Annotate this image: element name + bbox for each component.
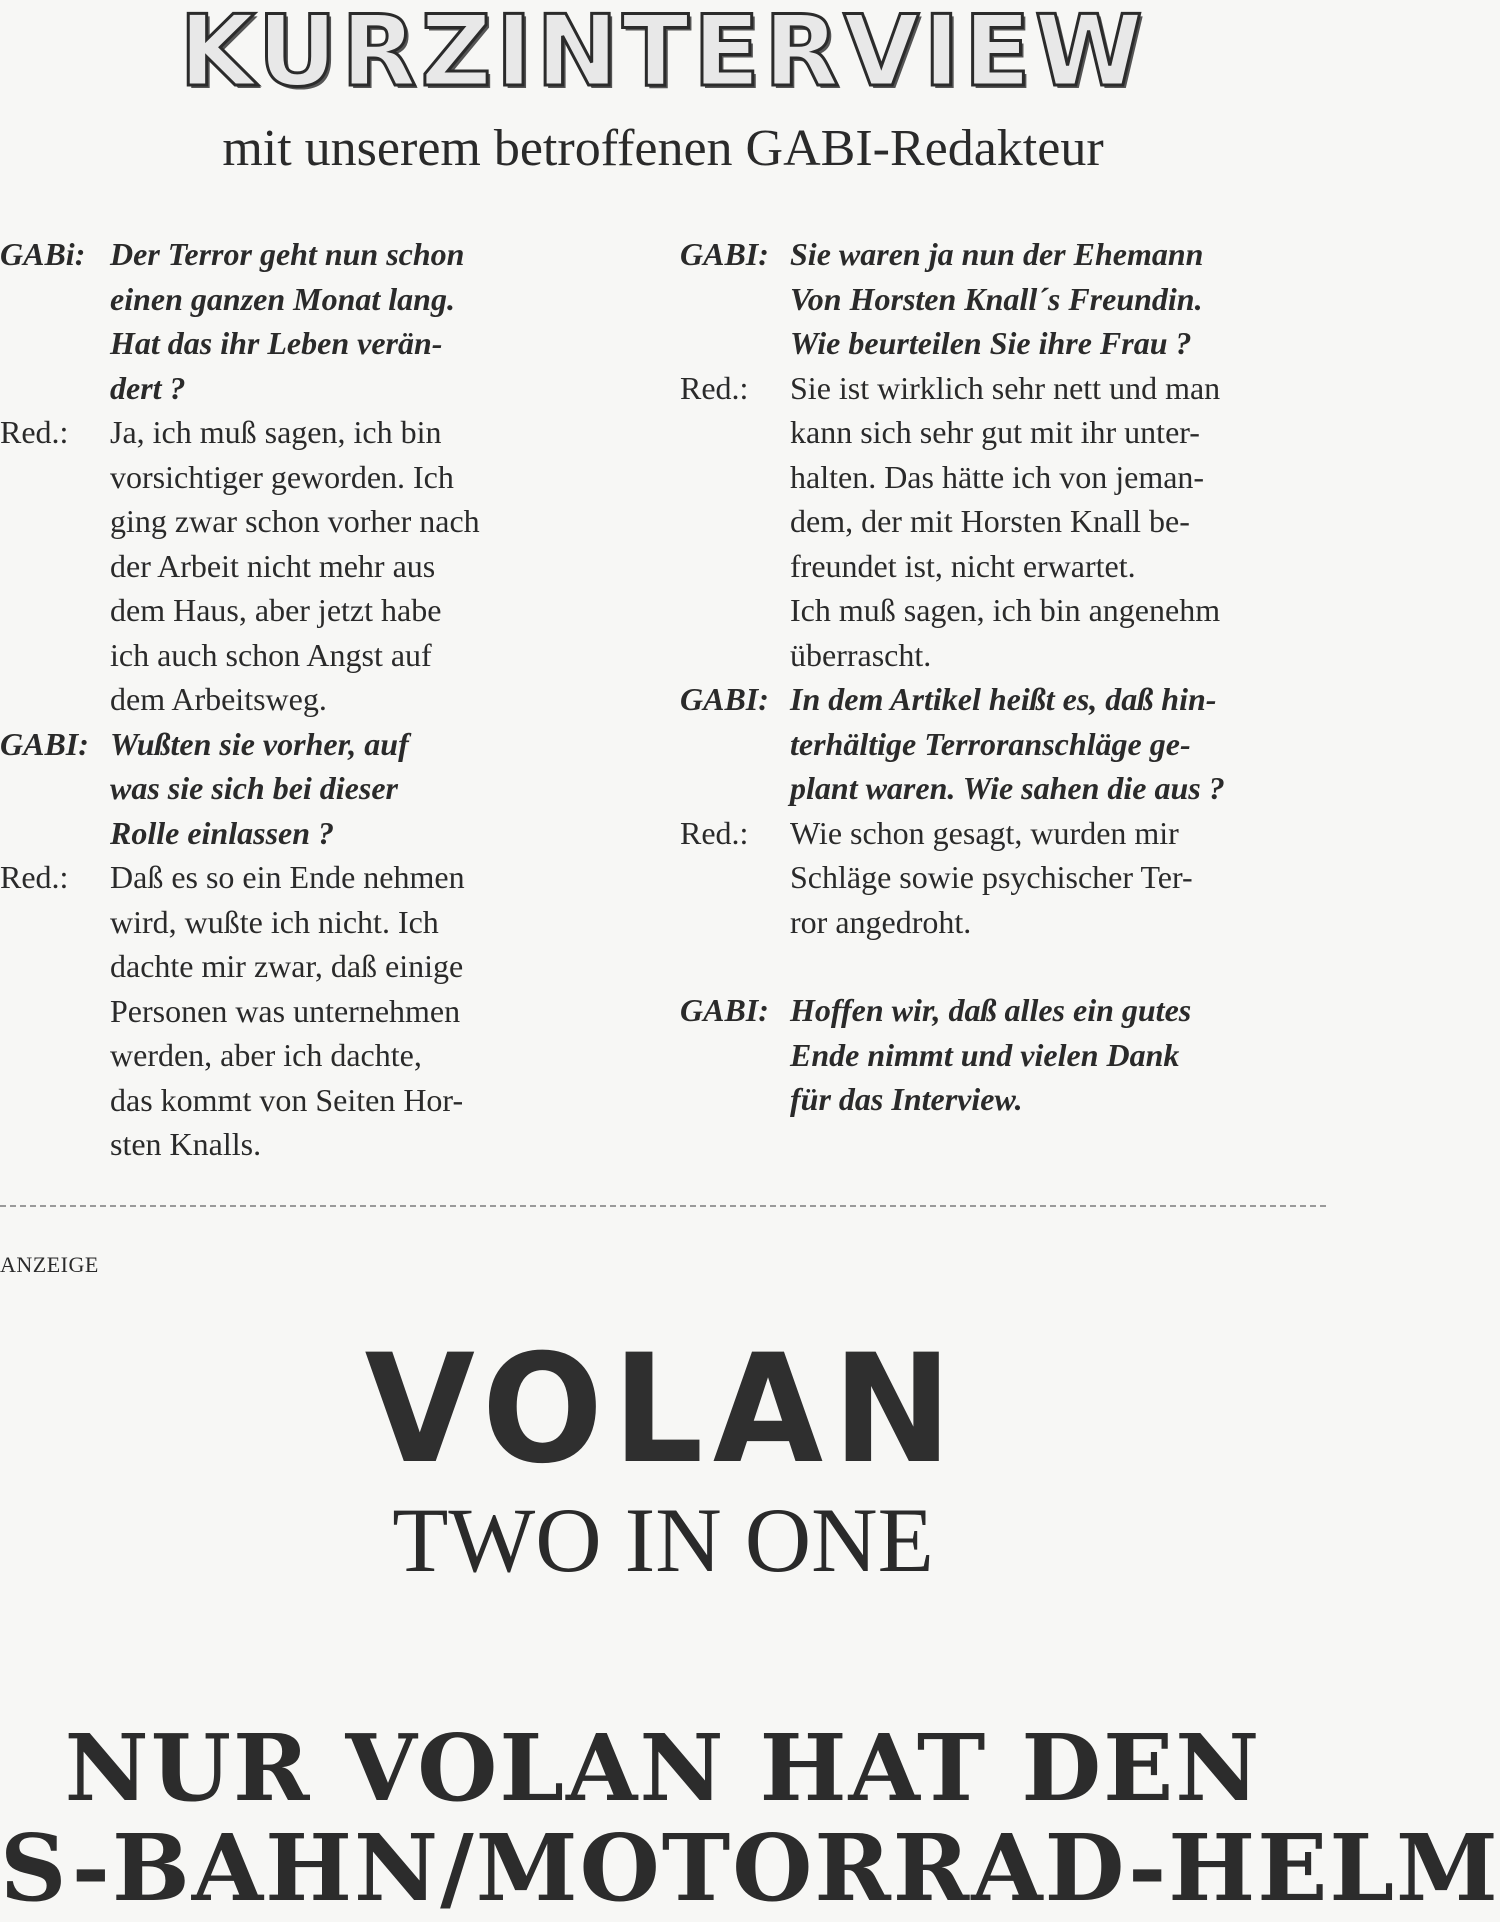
text-line: Sie waren ja nun der Ehemann xyxy=(790,236,1204,272)
text-line: was sie sich bei dieser xyxy=(110,770,398,806)
interview-question xyxy=(0,232,560,410)
interview-left-column xyxy=(0,232,560,1167)
text-line: freundet ist, nicht erwartet. xyxy=(790,547,1136,584)
text-line: vorsichtiger geworden. Ich xyxy=(110,458,454,495)
question-text xyxy=(790,232,1320,366)
speaker-label: Red.: xyxy=(0,414,69,450)
question-text xyxy=(110,232,560,410)
answer-text xyxy=(110,410,560,722)
speaker-label: GABI: xyxy=(680,236,769,272)
text-line: das kommt von Seiten Hor- xyxy=(110,1081,464,1118)
text-line: dem, der mit Horsten Knall be- xyxy=(790,503,1190,539)
text-line: ror angedroht. xyxy=(790,903,972,940)
interview-question xyxy=(680,677,1320,811)
interview-answer xyxy=(680,366,1320,678)
text-line: Daß es so ein Ende nehmen xyxy=(110,859,465,895)
text-line: dem Arbeitsweg. xyxy=(110,681,327,717)
page-title: KURZINTERVIEW xyxy=(179,0,1147,109)
text-line: sten Knalls. xyxy=(110,1126,262,1162)
text-line: Wie schon gesagt, wurden mir xyxy=(790,814,1179,851)
text-line: In dem Artikel heißt es, daß hin- xyxy=(790,681,1217,717)
speaker-label: Red.: xyxy=(680,369,749,406)
question-text xyxy=(790,988,1320,1122)
speaker-label: GABI: xyxy=(680,681,769,717)
text-line: Hat das ihr Leben verän- xyxy=(110,325,443,361)
ad-tagline: TWO IN ONE xyxy=(392,1489,934,1591)
interview-answer xyxy=(680,811,1320,945)
interview-question xyxy=(0,722,560,856)
text-line: Wußten sie vorher, auf xyxy=(110,725,409,762)
text-line: terhältige Terroranschläge ge- xyxy=(790,725,1191,762)
text-line: für das Interview. xyxy=(790,1081,1023,1117)
ad-brand-logo: VOLAN xyxy=(364,1323,962,1497)
speaker-label: Red.: xyxy=(680,814,749,851)
text-line: dachte mir zwar, daß einige xyxy=(110,948,464,984)
text-line: ging zwar schon vorher nach xyxy=(110,503,480,539)
spacer xyxy=(680,944,1320,988)
interview-question xyxy=(680,988,1320,1122)
text-line: der Arbeit nicht mehr aus xyxy=(110,547,436,584)
text-line: Wie beurteilen Sie ihre Frau ? xyxy=(790,325,1192,361)
text-line: Ende nimmt und vielen Dank xyxy=(790,1036,1180,1073)
text-line: Hoffen wir, daß alles ein gutes xyxy=(790,992,1192,1028)
text-line: kann sich sehr gut mit ihr unter- xyxy=(790,414,1200,450)
text-line: Von Horsten Knall´s Freundin. xyxy=(790,280,1203,317)
page-subtitle: mit unserem betroffenen GABI-Redakteur xyxy=(222,120,1104,177)
answer-text xyxy=(790,811,1320,945)
speaker-label: Red.: xyxy=(0,859,69,895)
text-line: wird, wußte ich nicht. Ich xyxy=(110,903,439,940)
text-line: Personen was unternehmen xyxy=(110,992,461,1029)
text-line: Sie ist wirklich sehr nett und man xyxy=(790,369,1221,406)
text-line: ich auch schon Angst auf xyxy=(110,636,432,673)
text-line: Ja, ich muß sagen, ich bin xyxy=(110,414,442,450)
text-line: überrascht. xyxy=(790,636,932,673)
text-line: Ich muß sagen, ich bin angenehm xyxy=(790,592,1221,628)
text-line: werden, aber ich dachte, xyxy=(110,1037,422,1073)
question-text xyxy=(790,677,1320,811)
ad-slogan-line2: S-BAHN/MOTORRAD-HELM xyxy=(0,1814,1500,1922)
speaker-label: GABi: xyxy=(0,236,86,272)
answer-text xyxy=(790,366,1320,678)
interview-answer xyxy=(0,855,560,1167)
text-line: Der Terror geht nun schon xyxy=(110,236,465,272)
ad-label: ANZEIGE xyxy=(0,1252,99,1277)
answer-text xyxy=(110,855,560,1167)
section-divider xyxy=(0,1205,1326,1207)
text-line: plant waren. Wie sahen die aus ? xyxy=(790,770,1225,806)
interview-right-column xyxy=(680,232,1320,1122)
text-line: halten. Das hätte ich von jeman- xyxy=(790,458,1205,495)
question-text xyxy=(110,722,560,856)
text-line: dert ? xyxy=(110,369,186,406)
interview-answer xyxy=(0,410,560,722)
ad-slogan-line1: NUR VOLAN HAT DEN xyxy=(64,1714,1262,1822)
text-line: Schläge sowie psychischer Ter- xyxy=(790,859,1193,895)
text-line: dem Haus, aber jetzt habe xyxy=(110,592,442,628)
text-line: Rolle einlassen ? xyxy=(110,814,335,851)
speaker-label: GABI: xyxy=(0,725,89,762)
speaker-label: GABI: xyxy=(680,992,769,1028)
interview-question xyxy=(680,232,1320,366)
text-line: einen ganzen Monat lang. xyxy=(110,280,455,317)
